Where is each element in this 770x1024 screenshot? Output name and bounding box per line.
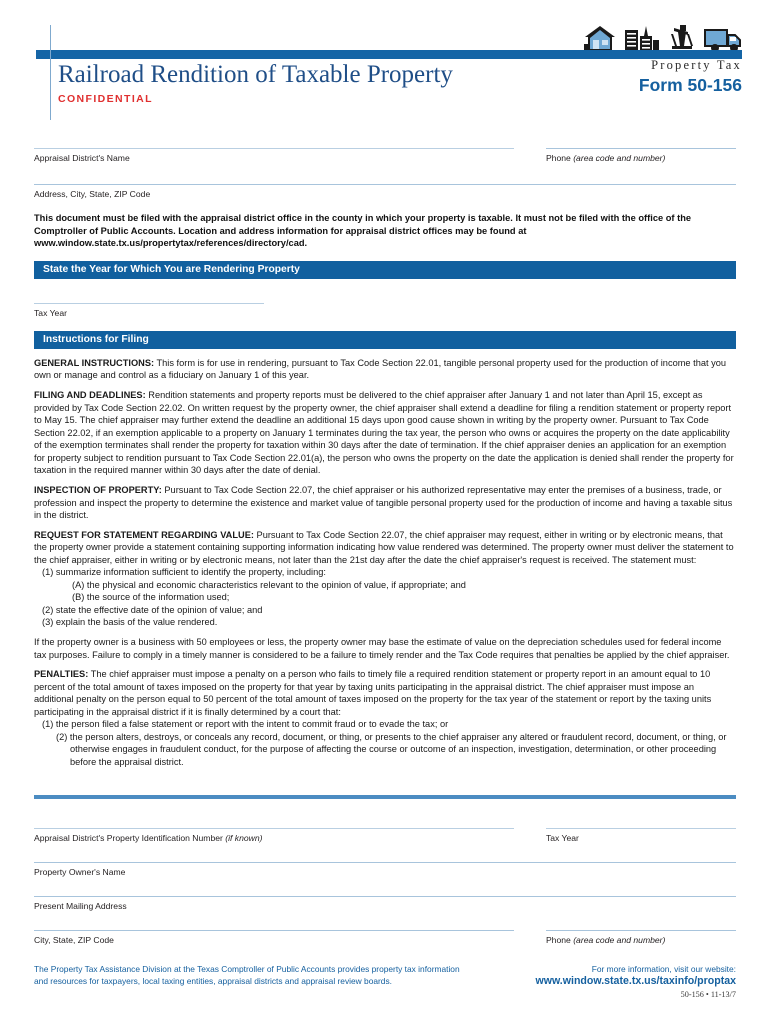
footer-form-code: 50-156 • 11-13/7 xyxy=(680,990,736,999)
section-header-year: State the Year for Which You are Rendering Property xyxy=(34,261,736,279)
footer-more-info-text: For more information, visit our website: xyxy=(591,964,736,974)
footer-website-link[interactable]: www.window.state.tx.us/taxinfo/proptax xyxy=(535,975,736,987)
page-title: Railroad Rendition of Taxable Property xyxy=(58,61,453,88)
section-divider-bar xyxy=(34,795,736,799)
city-state-zip-field[interactable] xyxy=(34,930,514,946)
tax-year-label-bottom: Tax Year xyxy=(545,833,579,843)
mailing-address-label: Present Mailing Address xyxy=(34,901,127,911)
penalties-list-item: (1) the person filed a false statement or report with the intent to commit fraud or to evade the tax; or xyxy=(42,719,449,730)
footer-description: The Property Tax Assistance Division at the Texas Comptroller of Public Accounts provides property tax information and resources for taxpayers, local taxing entities, appraisal districts and appraisal review boards. xyxy=(34,964,460,986)
inspection-paragraph: INSPECTION OF PROPERTY: Pursuant to Tax Code Section 22.07, the chief appraiser or his authorized representative may enter the premises of a business, trade, or profession and inspect the property to determine the existence and market value of tangible personal property used for the production of income and having a taxable situs in the district. xyxy=(34,485,733,520)
request-list-item: (B) the source of the information used; xyxy=(72,592,230,603)
tax-year-label-top: Tax Year xyxy=(34,308,67,318)
address-field[interactable] xyxy=(34,184,736,200)
property-id-label: Appraisal District's Property Identification Number (if known) xyxy=(34,833,263,843)
phone-label-bottom: Phone (area code and number) xyxy=(545,935,666,945)
property-owner-name-field[interactable] xyxy=(34,862,736,878)
column-gap xyxy=(514,930,546,946)
confidential-label: CONFIDENTIAL xyxy=(58,93,153,105)
request-list-item: (1) summarize information sufficient to identify the property, including: xyxy=(42,567,326,578)
small-business-paragraph: If the property owner is a business with 50 employees or less, the property owner may base the estimate of value on the depreciation schedules used for federal income tax purposes. Failure to comply in a timely manner is considered to be a failure to timely render and the Tax Code requires that penalties be applied by the chief appraiser. xyxy=(34,637,730,660)
filing-deadlines-paragraph: FILING AND DEADLINES: Rendition statements and property reports must be delivered to the chief appraiser after January 1 and not later than April 15, except as provided by Tax Code Section 22.02. On written request by the property owner, the chief appraiser shall extend a deadline for filing a rendition statement or property report to May 15. The chief appraiser may further extend the deadline an additional 15 days upon good cause shown in writing by the property owner. Pursuant to Tax Code Section 22.02, if an exemption applicable to a property on January 1 terminates during the tax year, the person who owns or acquires the property on the date applicability of the exemption terminates shall render the property for taxation within 30 days after the date of termination. If the chief appraiser denies an application for an exemption for property subject to rendition pursuant to Tax Code Section 22.01(a), the person who owns the property on the date the application is denied shall render the property for taxation in the required manner within 30 days after the date of denial. xyxy=(34,390,734,476)
title-block xyxy=(58,60,453,105)
top-field-row-2 xyxy=(34,184,736,200)
form-number: Form 50-156 xyxy=(638,75,742,95)
page-footer xyxy=(34,964,736,1001)
top-field-row-1 xyxy=(34,148,736,164)
tax-year-field-bottom[interactable] xyxy=(546,828,736,844)
request-list-item: (2) state the effective date of the opinion of value; and xyxy=(42,604,263,615)
property-tax-label: Property Tax xyxy=(651,58,742,72)
bottom-field-row-2 xyxy=(34,862,736,878)
property-owner-name-label: Property Owner's Name xyxy=(34,867,126,877)
city-state-zip-label: City, State, ZIP Code xyxy=(34,935,114,945)
form-header xyxy=(0,0,770,128)
general-instructions-paragraph: GENERAL INSTRUCTIONS: This form is for use in rendering, pursuant to Tax Code Section 22.01, tangible personal property used for the production of income that you own or manage and control as a fiduciary on January 1 of this year. xyxy=(34,358,727,381)
section-header-instructions: Instructions for Filing xyxy=(34,331,736,349)
tax-year-field-top[interactable] xyxy=(34,303,264,319)
bottom-field-row-1 xyxy=(34,828,736,844)
appraisal-district-name-label: Appraisal District's Name xyxy=(34,153,130,163)
appraisal-district-name-field[interactable] xyxy=(34,148,514,164)
column-gap xyxy=(514,828,546,844)
penalties-paragraph: PENALTIES: The chief appraiser must impose a penalty on a person who fails to timely file a required rendition statement or property report in an amount equal to 10 percent of the total amount of taxes imposed on the property for that year by taxing units participating in the appraisal district. The chief appraiser must impose an additional penalty on the person equal to 50 percent of the total amount of taxes imposed on the property for the tax year of the statement or report by the taxing units participating in the appraisal district if it is finally determined by a court that: xyxy=(34,669,712,717)
footer-links xyxy=(535,964,736,1001)
form-id-block xyxy=(639,58,742,96)
request-list-item: (A) the physical and economic characteristics relevant to the opinion of value, if appropriate; and xyxy=(72,579,466,590)
bottom-field-row-3 xyxy=(34,896,736,912)
filing-notice: This document must be filed with the appraisal district office in the county in which your property is taxable. It must not be filed with the office of the Comptroller of Public Accounts. Location and address information for appraisal district offices may be found at www.window.state.tx.us/propertytax/references/directory/cad. xyxy=(34,213,692,249)
phone-field-bottom[interactable] xyxy=(546,930,736,946)
penalties-list-item: (2) the person alters, destroys, or conceals any record, document, or thing, or presents to the chief appraiser any altered or fraudulent record, document, or thing, or otherwise engages in fraudulent conduct, for the purpose of affecting the course or outcome of an inspection, investigation, determination, or other proceeding before the appraisal district. xyxy=(56,731,727,767)
instructions-body xyxy=(34,357,736,768)
header-vertical-rule xyxy=(50,25,51,120)
address-label: Address, City, State, ZIP Code xyxy=(34,189,151,199)
property-id-field[interactable] xyxy=(34,828,514,844)
request-list-item: (3) explain the basis of the value rendered. xyxy=(42,617,218,628)
phone-label-top: Phone (area code and number) xyxy=(545,153,666,163)
mailing-address-field[interactable] xyxy=(34,896,736,912)
comptroller-logo-icons xyxy=(584,20,742,54)
header-accent-bar xyxy=(36,50,742,59)
request-statement-paragraph: REQUEST FOR STATEMENT REGARDING VALUE: Pursuant to Tax Code Section 22.07, the chief appraiser may request, either in writing or by electronic means, that the property owner provide a statement containing supporting information indicating how value rendered was determined. The property owner must deliver the statement to the chief appraiser, either in writing or by electronic means, not later than the 21st day after the date the chief appraiser's request is received. The statement must: xyxy=(34,529,734,565)
column-gap xyxy=(514,148,546,164)
bottom-field-row-4 xyxy=(34,930,736,946)
phone-field-top[interactable] xyxy=(546,148,736,164)
